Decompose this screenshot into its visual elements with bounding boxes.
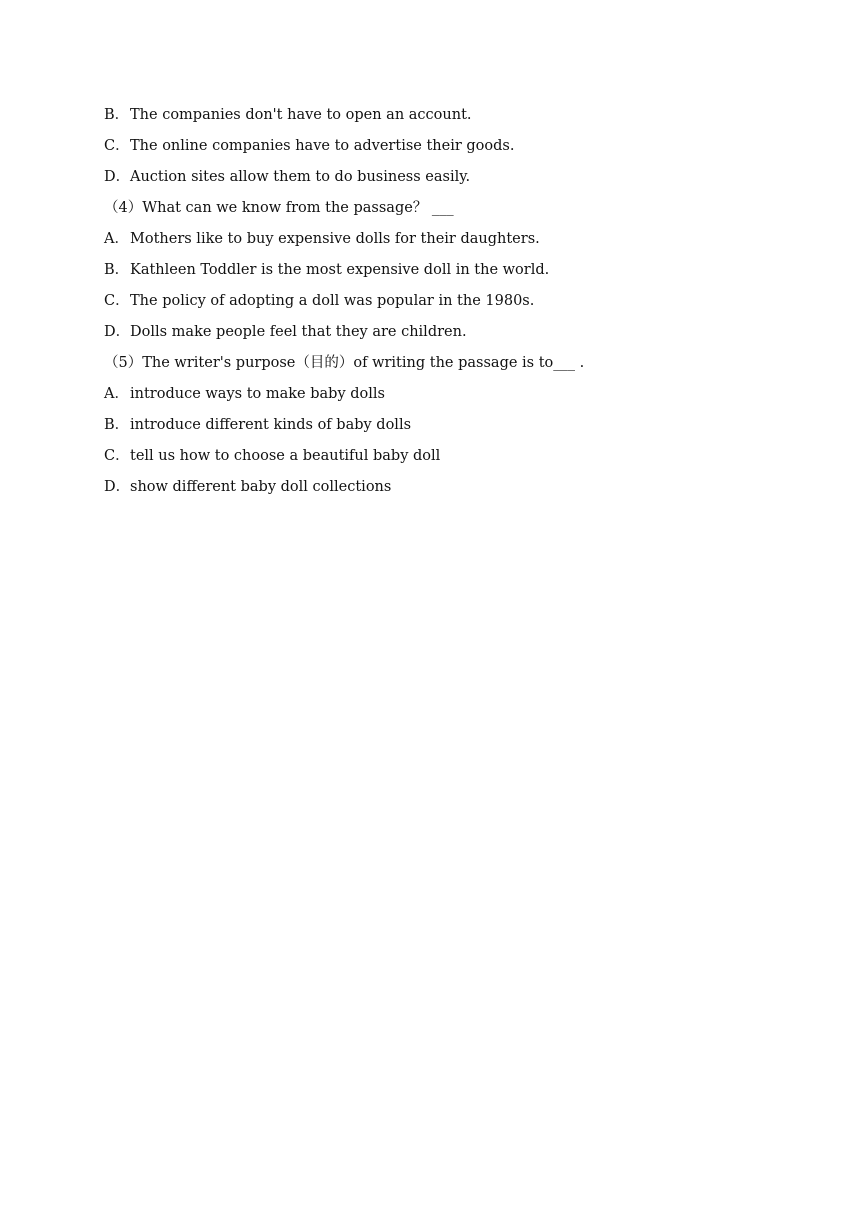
option-letter: C． [104, 293, 130, 309]
q5-option-d [104, 475, 784, 506]
option-letter: A． [104, 386, 129, 402]
question-content [104, 103, 784, 506]
option-letter: B． [104, 262, 130, 278]
option-text: introduce ways to make baby dolls [130, 386, 385, 402]
option-letter: D． [104, 169, 131, 185]
option-c [104, 134, 784, 165]
option-letter: D． [104, 324, 131, 340]
question-4 [104, 196, 784, 227]
option-text: Kathleen Toddler is the most expensive doll in the world. [130, 262, 550, 278]
q4-option-b [104, 258, 784, 289]
option-text: The online companies have to advertise their goods. [130, 138, 515, 154]
option-text: Auction sites allow them to do business easily. [130, 169, 471, 185]
option-text: The policy of adopting a doll was popular in the 1980s. [130, 293, 535, 309]
option-text: Mothers like to buy expensive dolls for their daughters. [130, 231, 540, 247]
q5-option-a [104, 382, 784, 413]
option-letter: C． [104, 138, 130, 154]
option-letter: A． [104, 231, 129, 247]
question-number: （5） [104, 355, 143, 371]
question-number: （4） [104, 200, 143, 216]
option-text: show different baby doll collections [130, 479, 392, 495]
q4-option-d [104, 320, 784, 351]
option-letter: C． [104, 448, 130, 464]
q4-option-c [104, 289, 784, 320]
option-b [104, 103, 784, 134]
option-text: Dolls make people feel that they are children. [130, 324, 467, 340]
q4-option-a [104, 227, 784, 258]
option-letter: B． [104, 107, 130, 123]
q5-option-c [104, 444, 784, 475]
option-text: tell us how to choose a beautiful baby doll [130, 448, 441, 464]
option-d [104, 165, 784, 196]
option-text: The companies don't have to open an account. [130, 107, 472, 123]
option-letter: B． [104, 417, 130, 433]
q5-option-b [104, 413, 784, 444]
question-prompt: The writer's purpose（目的）of writing the passage is to___ . [142, 355, 585, 371]
option-text: introduce different kinds of baby dolls [130, 417, 412, 433]
question-5 [104, 351, 784, 382]
question-prompt: What can we know from the passage？ ___ [142, 200, 454, 216]
option-letter: D． [104, 479, 131, 495]
